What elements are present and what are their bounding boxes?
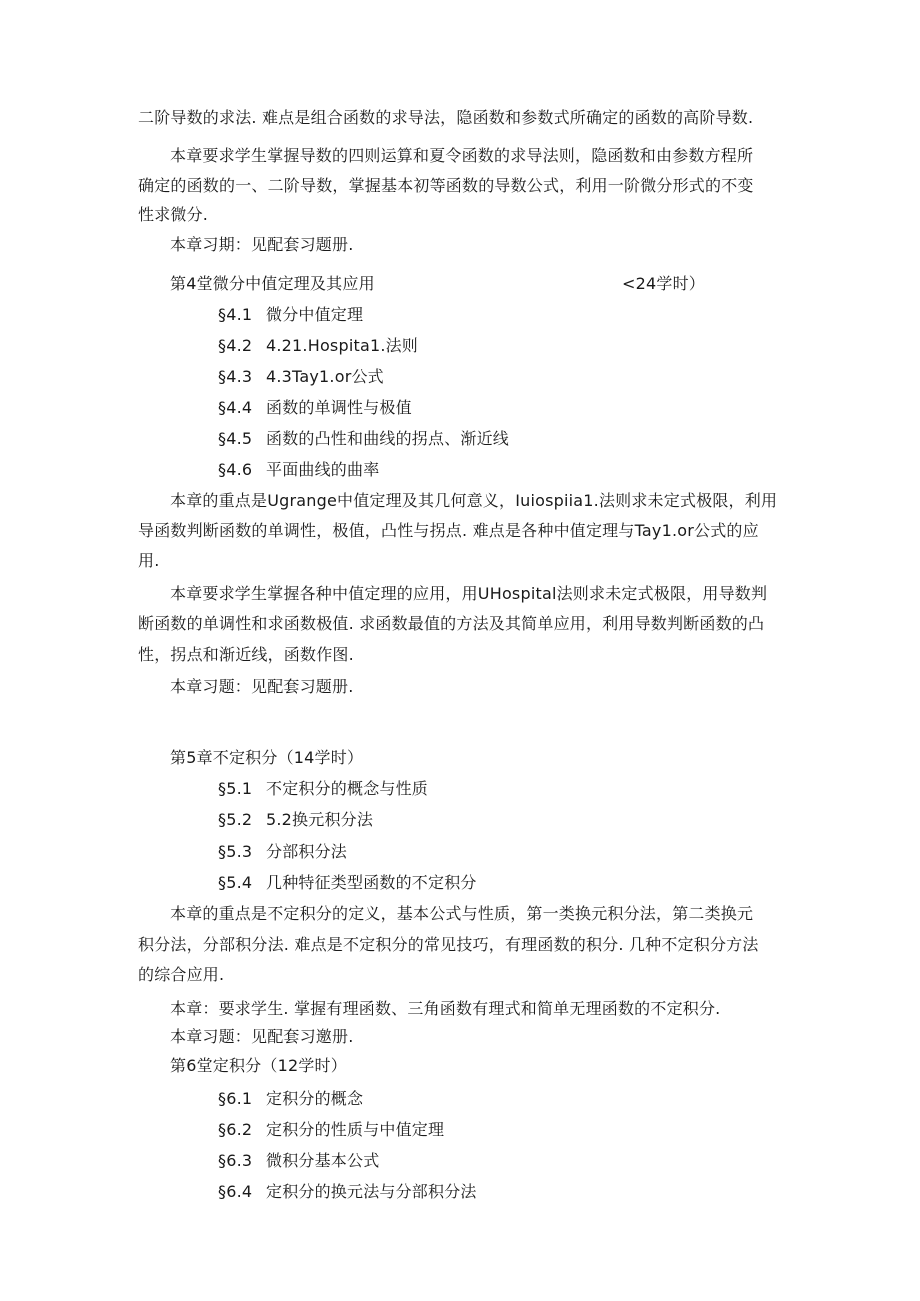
section-number: §6.2 [218,1120,253,1139]
section-title: 几种特征类型函数的不定积分 [266,873,477,892]
section-title: 微积分基本公式 [266,1151,380,1170]
section-item [218,361,384,392]
section-number: §6.3 [218,1151,253,1170]
paragraph-line: 确定的函数的一、二阶导数，掌握基本初等函数的导数公式，利用一阶微分形式的不变 [138,176,754,195]
paragraph-line: 导函数判断函数的单调性，极值，凸性与拐点. 难点是各种中值定理与Tay1.or公式的应 [138,521,759,540]
paragraph-line: 本章：要求学生. 掌握有理函数、三角函数有理式和简单无理函数的不定积分. [170,999,721,1018]
paragraph-line: 性，拐点和渐近线，函数作图. [138,645,354,664]
section-number: §5.1 [218,779,253,798]
section-title: 平面曲线的曲率 [266,460,380,479]
section-item [218,330,418,361]
section-number: §5.4 [218,873,253,892]
section-item [218,1083,363,1114]
exercise-note: 本章习期：见配套习题册. [170,235,354,254]
exercise-note: 本章习题：见配套习邀册. [170,1027,354,1046]
section-item [218,1176,477,1207]
section-number: §5.2 [218,810,253,829]
section-number: §4.6 [218,460,253,479]
section-item [218,299,363,330]
section-item [218,836,347,867]
paragraph-line: 积分法，分部积分法. 难点是不定积分的常见技巧，有理函数的积分. 几种不定积分方法 [138,935,759,954]
paragraph-line: 性求微分. [138,205,209,224]
section-number: §4.1 [218,305,253,324]
paragraph-line: 本章要求学生掌握导数的四则运算和夏令函数的求导法则，隐函数和由参数方程所 [170,146,754,165]
section-title: 4.21.Hospita1.法则 [266,336,419,355]
section-number: §4.2 [218,336,253,355]
paragraph-line: 本章的重点是Ugrange中值定理及其几何意义，Iuiospiia1.法则求未定式极限，利用 [170,491,778,510]
paragraph-line: 二阶导数的求法. 难点是组合函数的求导法，隐函数和参数式所确定的函数的高阶导数. [138,108,754,127]
chapter-hours: <24学时） [622,274,705,293]
section-title: 定积分的换元法与分部积分法 [266,1182,477,1201]
section-item [218,1145,379,1176]
chapter-title: 第4堂微分中值定理及其应用 [170,274,375,293]
paragraph-line: 的综合应用. [138,965,225,984]
exercise-note: 本章习题：见配套习题册. [170,677,354,696]
section-item [218,454,379,485]
paragraph-line: 本章的重点是不定积分的定义，基本公式与性质，第一类换元积分法，第二类换元 [170,904,754,923]
paragraph-line: 用. [138,551,160,570]
section-item [218,1114,444,1145]
section-number: §4.5 [218,429,253,448]
section-title: 定积分的性质与中值定理 [266,1120,445,1139]
section-number: §6.1 [218,1089,253,1108]
section-title: 函数的凸性和曲线的拐点、渐近线 [266,429,510,448]
section-item [218,867,477,898]
section-title: 不定积分的概念与性质 [266,779,429,798]
section-title: 定积分的概念 [266,1089,364,1108]
section-title: 5.2换元积分法 [266,810,374,829]
section-item [218,423,509,454]
chapter-heading: 第6堂定积分（12学时） [170,1056,347,1075]
section-title: 分部积分法 [266,842,348,861]
section-number: §6.4 [218,1182,253,1201]
section-title: 4.3Tay1.or公式 [266,367,384,386]
chapter-heading: 第5章不定积分（14学时） [170,748,364,767]
paragraph-line: 本章要求学生掌握各种中值定理的应用，用UHospital法则求未定式极限，用导数判 [170,584,768,603]
paragraph-line: 断函数的单调性和求函数极值. 求函数最值的方法及其简单应用，利用导数判断函数的凸 [138,614,765,633]
section-title: 函数的单调性与极值 [266,398,412,417]
section-title: 微分中值定理 [266,305,364,324]
section-number: §4.3 [218,367,253,386]
section-item [218,773,428,804]
section-number: §5.3 [218,842,253,861]
section-item [218,804,373,835]
section-item [218,392,412,423]
section-number: §4.4 [218,398,253,417]
chapter-heading [170,268,705,299]
